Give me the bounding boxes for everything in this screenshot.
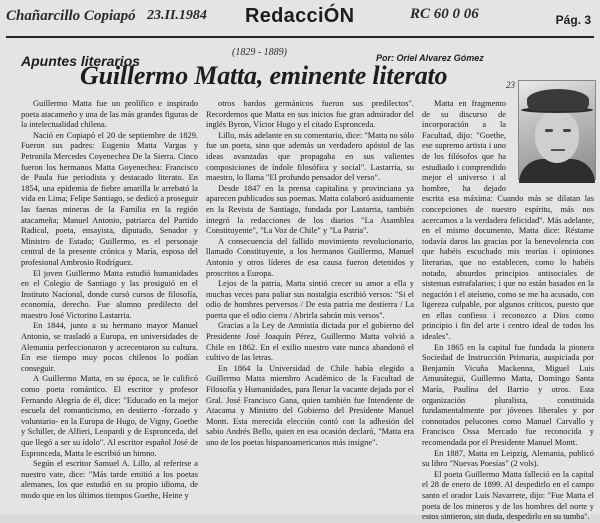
handwritten-source: Chañarcillo Copiapó [6,8,136,24]
page-number: Pág. 3 [555,13,591,27]
paragraph: A Guillermo Matta, en su época, se le calificó como poeta romántico. El escritor y profesor Fernando Alegría de él, dice: "Educado en la mejor escuela del romanticismo, en destierro -forzado y voluntario- en la Europa de Hugo, de Vigny, Goethe y Schiller, de Alfieri, Leopardi y de Espronceda, del que llegó a ser su ídolo". Al escritor español José de Espronceda, Matta le escribió un himno. [21,374,198,458]
paragraph: Guillermo Matta fue un prolífico e inspirado poeta atacameño y una de las más grandes figuras de la intelectualidad chilena. [21,99,198,130]
paragraph: Matta en fragmento de su discurso de incorporación a la Facultad, dijo: "Goethe, ese supremo artista i uno de los filósofos que ha estudiado i comprendido mejor el universo i al hombre, ha dejado escrita esa máxima: Cuando más se dilatan las concepciones de nuestro espíritu, más nos acercamos a la verdadera felicidad". Más adelante, en el mismo documento, Matta dice: Réstame todavía daros las gracias por la benevolencia con que habéis escuchado mis teorías i opiniones literarias, que no establecen, como lo habéis notado, absurdos principios antisociales de sistemas estrafalarios; i que no están basados en la negación i el ateísmo, como se me ha acusado, con ligereza culpable, por algunos críticos, puesto que en ellas confieso i reconozco a Dios como principio i fin del arte i centro ideal de todos los ideales". [422,99,594,342]
paragraph: A consecuencia del fallido movimiento revolucionario, llamado Constituyente, a los hermanos Guillermo, Manuel Antonio y otros líderes de esa causa fueron detenidos y proscritos a Europa. [206,236,414,278]
paragraph: El poeta Guillermo Matta falleció en la capital el 28 de enero de 1899. Al despedirlo en el campo santo el orador Luis Navarrete, dijo: "Fue Matta el poeta de los mineros y de los hombres del norte y estos sintieron, sin duda, despedirlo en su tumba". [422,469,594,522]
handwritten-years: (1829 - 1889) [232,47,287,58]
paragraph: Lillo, más adelante en su comentario, dice: "Matta no sólo fue un poeta, sino que además un verdadero apóstol de las ideas avanzadas que propagaba en sus valientes composiciones de índole filosófica y social". Lastarria, su maestro, lo llama "El profundo pensador del verso". [206,130,414,183]
paragraph: El joven Guillermo Matta estudió humanidades en el Colegio de Santiago y las prosiguió en el Instituto Nacional, donde cursó cursos de filosofía, economía, derecho. Fue alumno predilecto del maestro José Victorino Lastarria. [21,268,198,320]
eye-shape [545,129,553,132]
paragraph: Nació en Copiapó el 20 de septiembre de 1829. Fueron sus padres: Eugenio Matta Vargas y Petronila Mercedes Coyenechea De la Sierra. Cinco fueron los hermanos Matta Goyenechea: Francisco de Paula fue periodista y destacado literato. En 1854, una epidemia de fiebre amarilla le arrebató la vida en Lima; Felipe Santiago, se dedicó a proseguir las faenas mineras de la Familia en la región atacameña; Manuel Antonio, patriarca del Partido Radical, poeta, ensayista, diputado, Senador y Ministro de Estado; Guillermo, es el personaje central de la presente crónica y María, esposa del profesional Ambrosio Rodríguez. [21,130,198,267]
paragraph: En 1865 en la capital fue fundada la pionera Sociedad de Instrucción Primaria, auspiciada por Benjamín Vicuña Mackenna, Miguel Luis Amunátegui, Guillermo Matta, Domingo Santa María, Paulina del Barrio y otros. Esta organización pluralista, constituida fundamentalmente por jóvenes liberales y por connotados pelucones como Manuel Carvallo y Francisco Ossa Mercado fue reconocida y recomendada por el Presidente Manuel Montt. [422,342,594,447]
hat-shape [527,89,589,111]
article-author: Por: Oriel Alvarez Gómez [376,53,484,63]
paragraph: En 1887, Matta en Leipzig, Alemania, publicó su libro "Nuevas Poesías" (2 vols). [422,448,594,469]
article-column-1 [21,99,198,509]
paragraph: En 1864 la Universidad de Chile había elegido a Guillermo Matta miembro Académico de la Facultad de Filosofía y Humanidades, para llenar la vacante dejada por el Gral. José Francisco Gana, quien también fue Intendente de Atacama y Ministro del Gobierno del Presidente Manuel Montt. Esta merecida elección contó con la adhesión del sabio Andrés Bello, quien en esa ocasión declaró, "Matta era uno de los poetas hispanoamericanos más insigne". [206,363,414,447]
article-title: Guillermo Matta, eminente literato [80,61,448,90]
mouth-shape [551,149,565,151]
handwritten-code: RC 60 0 06 [410,6,479,22]
paragraph: otros bardos germánicos fueron sus predilectos". Recordemos que Matta en sus inicios fue gran admirador del inglés Byron, Víctor Hugo y el citado Espronceda. [206,99,414,130]
eye-shape [563,129,571,132]
header-rule [6,36,594,38]
article-kicker: Apuntes literarios [21,53,141,69]
article-column-2 [206,99,414,509]
handwritten-margin-number: 23 [506,80,515,90]
paragraph: Gracias a la Ley de Amnistía dictada por el gobierno del Presidente José Joaquín Pérez, Guillermo Matta volvió a Chile en 1862. En el exilio nuestro vate nunca abandonó el cultivo de las letras. [206,321,414,363]
portrait-icon [518,80,596,180]
face-shape [535,111,579,163]
handwritten-date: 23.II.1984 [147,8,207,23]
paragraph: En 1844, junto a su hermano mayor Manuel Antonio, se trasladó a Europa, en universidades de Alemania perfeccionaron y acrecentaron su cultura. En ese tiempo muy pocos chilenos lo podían conseguir. [21,321,198,373]
paragraph: Según el escritor Samuel A. Lillo, al referirse a nuestro vate, dice: "Más tarde emitió a los poetas alemanes, los que estudió en su propio idioma, de modo que en los últimos tiempos Goethe, Heine y [21,459,198,500]
paragraph: Lejos de la patria, Matta sintió crecer su amor a ella y muchas veces para paliar sus nostalgia escribió versos: "Si el odio de hombres perversos / De esta patria me destierra / La puerta que el odio cierra / Abrirla sabrán mis versos". [206,279,414,320]
section-heading: RedacciÓN [245,5,355,27]
paragraph: Desde 1847 en la prensa capitalina y provinciana ya aparecen publicados sus poemas. Matta colaboró asiduamente en la Revista de Santiago, fundada por Lastarria, también integró la redacciones de los diarios "La Asamblea Constituyente", "La Voz de Chile" y "La Patria". [206,183,414,236]
